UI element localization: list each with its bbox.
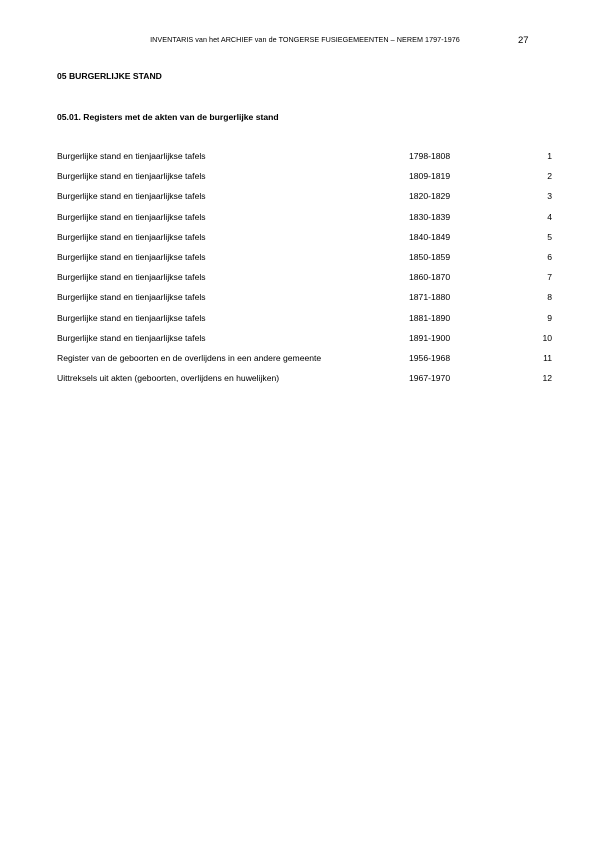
inventory-entry xyxy=(57,292,552,312)
running-header: INVENTARIS van het ARCHIEF van de TONGERSE FUSIEGEMEENTEN – NEREM 1797-1976 xyxy=(150,35,460,44)
entry-number: 10 xyxy=(542,332,552,343)
inventory-entry xyxy=(57,191,552,211)
entry-period: 1871-1880 xyxy=(409,292,451,303)
entry-description: Uittreksels uit akten (geboorten, overlijdens en huwelijken) xyxy=(57,373,280,384)
entry-period: 1881-1890 xyxy=(409,312,451,323)
entry-number: 2 xyxy=(547,171,552,182)
entry-description: Burgerlijke stand en tienjaarlijkse tafels xyxy=(57,272,206,283)
entry-description: Burgerlijke stand en tienjaarlijkse tafels xyxy=(57,292,206,303)
entry-number: 8 xyxy=(547,292,552,303)
entry-period: 1956-1968 xyxy=(409,352,451,363)
entry-period: 1798-1808 xyxy=(409,151,451,161)
inventory-entry xyxy=(57,373,552,393)
inventory-entry xyxy=(57,232,552,252)
entry-description: Register van de geboorten en de overlijdens in een andere gemeente xyxy=(57,352,322,363)
entry-description: Burgerlijke stand en tienjaarlijkse tafels xyxy=(57,191,206,202)
entry-number: 7 xyxy=(547,272,552,283)
entry-number: 12 xyxy=(542,373,552,384)
page-number: 27 xyxy=(518,35,529,46)
entry-period: 1850-1859 xyxy=(409,251,451,262)
entry-period: 1830-1839 xyxy=(409,211,451,222)
entry-description: Burgerlijke stand en tienjaarlijkse tafels xyxy=(57,171,206,182)
entry-description: Burgerlijke stand en tienjaarlijkse tafels xyxy=(57,231,206,242)
entry-description: Burgerlijke stand en tienjaarlijkse tafels xyxy=(57,332,206,343)
inventory-list xyxy=(57,151,552,393)
entry-number: 3 xyxy=(547,191,552,202)
entry-description: Burgerlijke stand en tienjaarlijkse tafels xyxy=(57,151,206,161)
inventory-entry xyxy=(57,272,552,292)
entry-period: 1840-1849 xyxy=(409,231,451,242)
inventory-entry xyxy=(57,151,552,171)
inventory-entry xyxy=(57,333,552,353)
inventory-entry xyxy=(57,353,552,373)
entry-period: 1891-1900 xyxy=(409,332,451,343)
entry-description: Burgerlijke stand en tienjaarlijkse tafels xyxy=(57,312,206,323)
entry-number: 1 xyxy=(547,151,552,161)
entry-period: 1860-1870 xyxy=(409,272,451,283)
entry-number: 6 xyxy=(547,251,552,262)
entry-description: Burgerlijke stand en tienjaarlijkse tafels xyxy=(57,211,206,222)
entry-period: 1820-1829 xyxy=(409,191,451,202)
entry-description: Burgerlijke stand en tienjaarlijkse tafels xyxy=(57,251,206,262)
inventory-entry xyxy=(57,313,552,333)
entry-number: 11 xyxy=(543,352,552,363)
section-heading: 05 BURGERLIJKE STAND xyxy=(57,71,162,81)
inventory-entry xyxy=(57,171,552,191)
entry-period: 1809-1819 xyxy=(409,171,451,182)
entry-number: 5 xyxy=(547,231,552,242)
inventory-entry xyxy=(57,252,552,272)
entry-number: 9 xyxy=(547,312,552,323)
inventory-entry xyxy=(57,212,552,232)
entry-number: 4 xyxy=(547,211,552,222)
entry-period: 1967-1970 xyxy=(409,373,451,384)
subsection-heading: 05.01. Registers met de akten van de burgerlijke stand xyxy=(57,112,279,122)
